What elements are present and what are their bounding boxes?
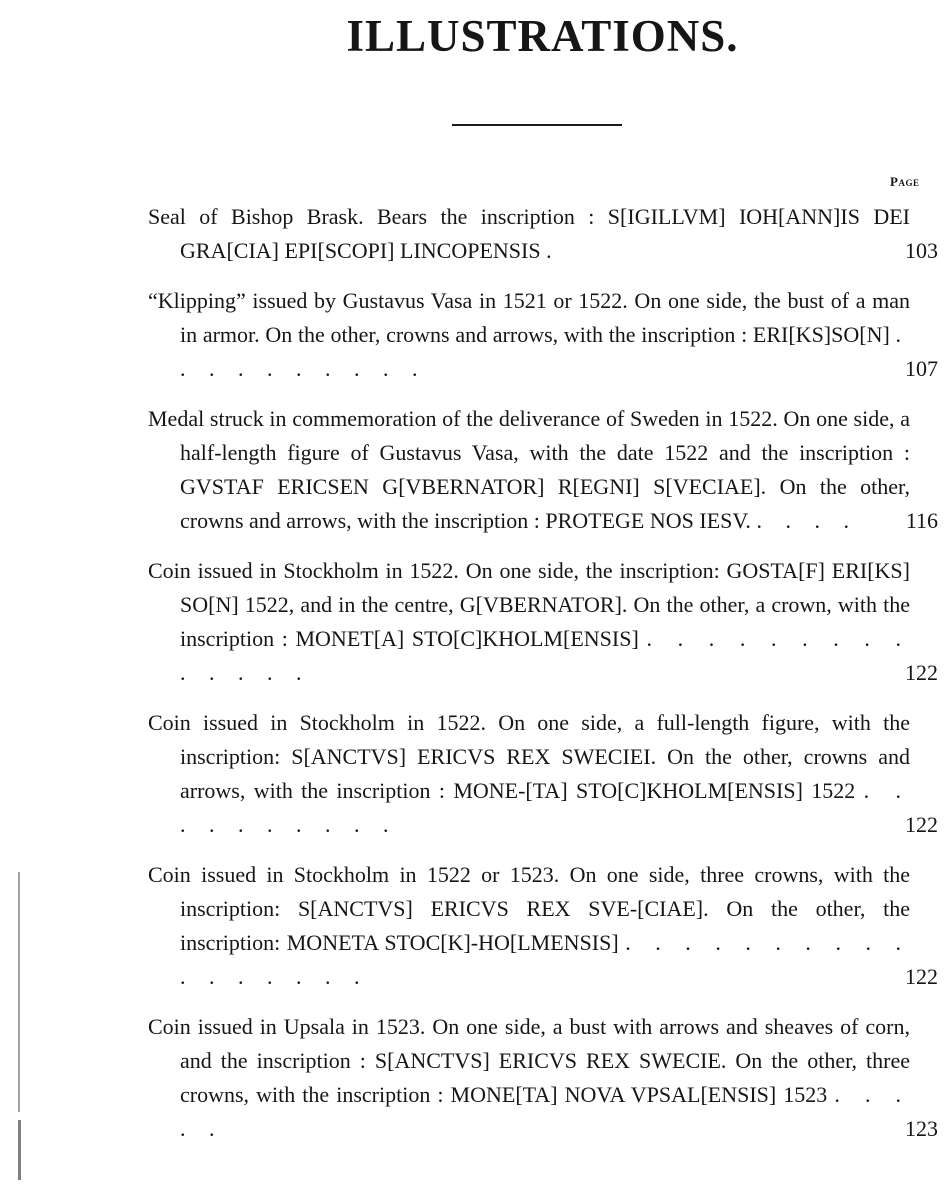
illustrations-list — [148, 200, 938, 1162]
entry-page-number: 122 — [905, 812, 938, 837]
illustration-entry — [148, 1010, 938, 1146]
illustration-entry — [148, 200, 938, 268]
leader-dots: . . . . . — [180, 1082, 910, 1141]
page-column-heading: Page — [890, 174, 920, 189]
leader-dots: . . . . . . . . . . — [180, 322, 911, 381]
illustration-entry — [148, 554, 938, 690]
scan-edge-mark — [18, 1120, 21, 1180]
illustration-entry — [148, 858, 938, 994]
entry-description: “Klipping” issued by Gustavus Vasa in 1521 or 1522. On one side, the bust of a man in armor. On the other, crowns and arrows, with the inscription : ERI[KS]SO[N] — [148, 288, 910, 347]
entry-description: Coin issued in Stockholm in 1522. On one side, the inscription: GOSTA[F] ERI[KS] SO[N] 1522, and in the centre, G[VBERNATOR]. On the other, a crown, with the inscription : MONET[A] STO[C]KHOLM[ENSIS] — [148, 558, 910, 651]
entry-description: Seal of Bishop Brask. Bears the inscription : S[IGILLVM] IOH[ANN]IS DEI GRA[CIA] EPI[SCOPI] LINCOPENSIS . — [148, 204, 910, 263]
leader-dots: . . . . . . . . . . . . . . . . . — [180, 930, 911, 989]
illustration-entry — [148, 284, 938, 386]
page-title: ILLUSTRATIONS. — [346, 11, 739, 61]
entry-page-number: 107 — [905, 356, 938, 381]
entry-page-number: 122 — [905, 660, 938, 685]
entry-page-number: 122 — [905, 964, 938, 989]
entry-description: Coin issued in Stockholm in 1522 or 1523. On one side, three crowns, with the inscription: S[ANCTVS] ERICVS REX SVE-[CIAE]. On the other, the inscription: MONETA STOC[K]-HO[LMENSIS] — [148, 862, 910, 955]
illustration-entry — [148, 402, 938, 538]
leader-dots: . . . . . . . . . . — [180, 778, 911, 837]
entry-description: Coin issued in Upsala in 1523. On one side, a bust with arrows and sheaves of corn, and the inscription : S[ANCTVS] ERICVS REX SWECIE. On the other, three crowns, with the inscription : MONE[TA] NOVA VPSAL[ENSIS] 1523 — [148, 1014, 910, 1107]
scan-edge-mark — [18, 872, 20, 1112]
leader-dots: . . . . — [756, 508, 858, 533]
entry-page-number: 123 — [905, 1116, 938, 1141]
entry-page-number: 116 — [905, 508, 938, 533]
title-rule — [452, 124, 622, 126]
illustration-entry — [148, 706, 938, 842]
entry-page-number: 103 — [905, 238, 938, 263]
entry-description: Coin issued in Stockholm in 1522. On one side, a full-length figure, with the inscription: S[ANCTVS] ERICVS REX SWECIEI. On the other, crowns and arrows, with the inscription : MONE-[TA] STO[C]KHOLM[ENSIS] 1522 — [148, 710, 910, 803]
leader-dots: . . . . . . . . . . . . . . — [180, 626, 910, 685]
entry-description: Medal struck in commemoration of the deliverance of Sweden in 1522. On one side, a half-length figure of Gustavus Vasa, with the date 1522 and the inscription : GVSTAF ERICSEN G[VBERNATOR] R[EGNI] S[VECIAE]. On the other, crowns and arrows, with the inscription : PROTEGE NOS IESV. — [148, 406, 910, 533]
